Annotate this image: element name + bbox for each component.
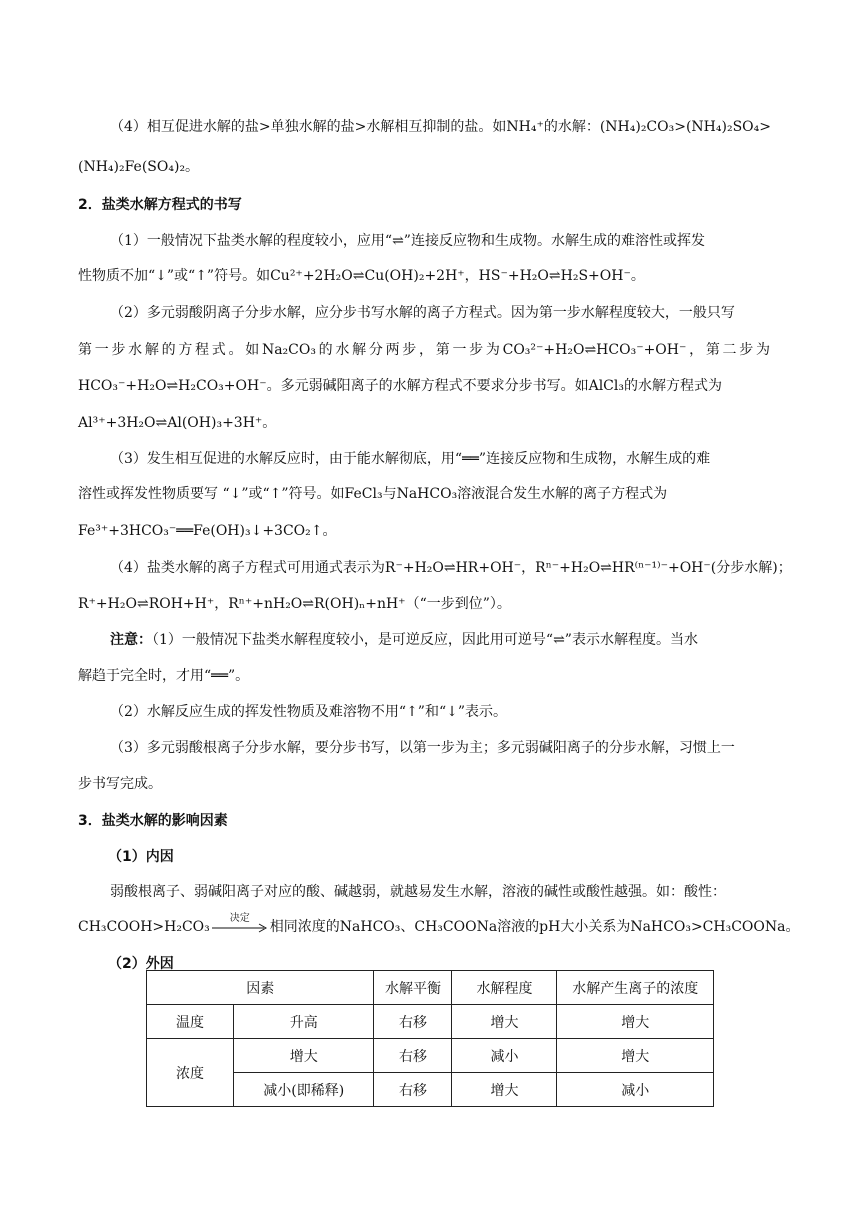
paragraph-line: 第一步水解的方程式。如Na₂CO₃的水解分两步，第一步为CO₃²⁻+H₂O⇌HCO₃⁻+OH⁻，第二步为 <box>78 342 770 358</box>
subsection-heading: （1）内因 <box>108 849 174 865</box>
table-cell: 增大 <box>234 1039 374 1073</box>
paragraph-line: （4）盐类水解的离子方程式可用通式表示为R⁻+H₂O⇌HR+OH⁻，Rⁿ⁻+H₂O⇌HR⁽ⁿ⁻¹⁾⁻+OH⁻(分步水解)； <box>110 560 792 576</box>
subsection-heading: （2）外因 <box>108 956 174 972</box>
factor-label: 浓度 <box>147 1039 234 1107</box>
paragraph-line: 性物质不加“↓”或“↑”符号。如Cu²⁺+2H₂O⇌Cu(OH)₂+2H⁺，HS⁻+H₂O⇌H₂S+OH⁻。 <box>78 268 645 284</box>
section-heading: 3．盐类水解的影响因素 <box>78 813 228 829</box>
section-heading: 2．盐类水解方程式的书写 <box>78 197 242 213</box>
paragraph-line: （1）一般情况下盐类水解的程度较小，应用“⇌”连接反应物和生成物。水解生成的难溶性或挥发 <box>110 233 705 249</box>
paragraph-line: 溶性或挥发性物质要写 “↓”或“↑”符号。如FeCl₃与NaHCO₃溶液混合发生水解的离子方程式为 <box>78 486 668 502</box>
table-header: 水解程度 <box>452 971 557 1005</box>
table-cell: 增大 <box>452 1005 557 1039</box>
paragraph-line: 解趋于完全时，才用“══”。 <box>78 668 250 684</box>
table-cell: 增大 <box>452 1073 557 1107</box>
arrow-label: 决定 <box>229 913 250 924</box>
paragraph-line: HCO₃⁻+H₂O⇌H₂CO₃+OH⁻。多元弱碱阳离子的水解方程式不要求分步书写。如AlCl₃的水解方程式为 <box>78 378 722 394</box>
note-text: （1）一般情况下盐类水解程度较小，是可逆反应，因此用可逆号“⇌”表示水解程度。当水 <box>152 632 698 648</box>
table-cell: 右移 <box>374 1005 452 1039</box>
factor-label: 温度 <box>147 1005 234 1039</box>
paragraph-line <box>78 913 800 938</box>
paragraph-line: （3）发生相互促进的水解反应时，由于能水解彻底，用“══”连接反应物和生成物，水解生成的难 <box>110 451 711 467</box>
paragraph-line: Al³⁺+3H₂O⇌Al(OH)₃+3H⁺。 <box>78 415 277 431</box>
paragraph-line: (NH₄)₂Fe(SO₄)₂。 <box>78 159 200 175</box>
table-header: 因素 <box>147 971 374 1005</box>
table-cell: 右移 <box>374 1039 452 1073</box>
table-cell: 右移 <box>374 1073 452 1107</box>
table-cell: 减小 <box>557 1073 714 1107</box>
table-header-row <box>147 971 714 1005</box>
factors-table <box>146 970 714 1107</box>
table-row <box>147 1039 714 1073</box>
paragraph-line: （2）多元弱酸阴离子分步水解，应分步书写水解的离子方程式。因为第一步水解程度较大，一般只写 <box>110 305 735 321</box>
paragraph-line: 弱酸根离子、弱碱阳离子对应的酸、碱越弱，就越易发生水解，溶液的碱性或酸性越强。如：酸性： <box>110 884 726 900</box>
table-cell: 增大 <box>557 1005 714 1039</box>
table-row <box>147 1005 714 1039</box>
table-cell: 升高 <box>234 1005 374 1039</box>
paragraph-line: 步书写完成。 <box>78 776 162 792</box>
note-line <box>110 629 770 651</box>
determines-arrow <box>210 913 270 938</box>
table-header: 水解平衡 <box>374 971 452 1005</box>
table-header: 水解产生离子的浓度 <box>557 971 714 1005</box>
table-cell: 增大 <box>557 1039 714 1073</box>
paragraph-line: （2）水解反应生成的挥发性物质及难溶物不用“↑”和“↓”表示。 <box>110 704 507 720</box>
inline-text: 相同浓度的NaHCO₃、CH₃COONa溶液的pH大小关系为NaHCO₃>CH₃COONa。 <box>269 919 800 935</box>
table-cell: 减小 <box>452 1039 557 1073</box>
paragraph-line: Fe³⁺+3HCO₃⁻══Fe(OH)₃↓+3CO₂↑。 <box>78 523 337 539</box>
table-cell: 减小(即稀释) <box>234 1073 374 1107</box>
paragraph-line: R⁺+H₂O⇌ROH+H⁺，Rⁿ⁺+nH₂O⇌R(OH)ₙ+nH⁺（“一步到位”）。 <box>78 596 511 612</box>
note-label: 注意： <box>110 632 152 648</box>
arrow-right-icon <box>210 916 270 938</box>
inline-text: CH₃COOH>H₂CO₃ <box>78 919 210 935</box>
paragraph-line: （3）多元弱酸根离子分步水解，要分步书写，以第一步为主；多元弱碱阳离子的分步水解，习惯上一 <box>110 740 735 756</box>
paragraph-line: （4）相互促进水解的盐>单独水解的盐>水解相互抑制的盐。如NH₄⁺的水解：(NH₄)₂CO₃>(NH₄)₂SO₄> <box>110 119 771 135</box>
